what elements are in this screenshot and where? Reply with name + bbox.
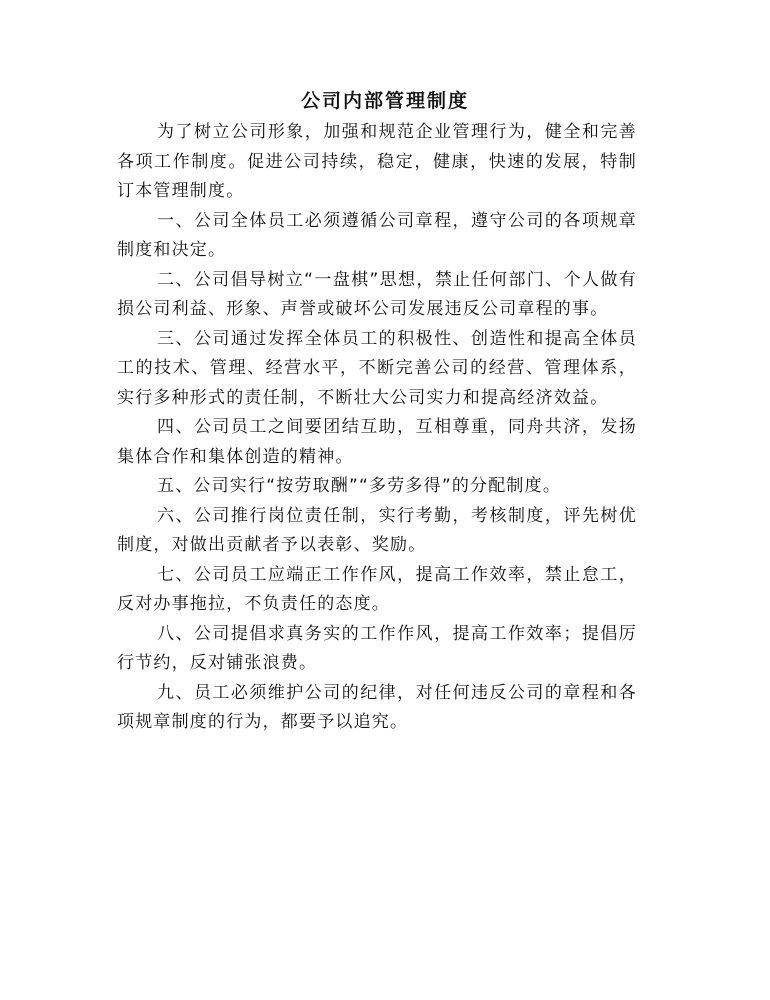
document-title: 公司内部管理制度: [300, 90, 469, 112]
paragraph-rule-1: 一、公司全体员工必须遵循公司章程，遵守公司的各项规章制度和决定。: [117, 210, 637, 260]
paragraph-rule-8: 八、公司提倡求真务实的工作作风，提高工作效率；提倡厉行节约，反对铺张浪费。: [117, 623, 637, 673]
paragraph-rule-2: 二、公司倡导树立“一盘棋”思想，禁止任何部门、个人做有损公司利益、形象、声誉或破坏公司发展违反公司章程的事。: [117, 269, 637, 319]
paragraph-rule-5: 五、公司实行“按劳取酬”“多劳多得”的分配制度。: [157, 476, 562, 496]
paragraph-rule-6: 六、公司推行岗位责任制，实行考勤，考核制度，评先树优制度，对做出贡献者予以表彰、奖励。: [117, 505, 637, 555]
paragraph-rule-7: 七、公司员工应端正工作作风，提高工作效率，禁止怠工，反对办事拖拉，不负责任的态度。: [117, 564, 637, 614]
paragraph-preamble: 为了树立公司形象，加强和规范企业管理行为，健全和完善各项工作制度。促进公司持续，稳定，健康，快速的发展，特制订本管理制度。: [117, 122, 637, 201]
paragraph-rule-3: 三、公司通过发挥全体员工的积极性、创造性和提高全体员工的技术、管理、经营水平，不断完善公司的经营、管理体系，实行多种形式的责任制，不断壮大公司实力和提高经济效益。: [117, 328, 637, 408]
paragraph-rule-9: 九、员工必须维护公司的纪律，对任何违反公司的章程和各项规章制度的行为，都要予以追究。: [117, 682, 637, 732]
document-body: [117, 118, 637, 738]
paragraph-rule-4: 四、公司员工之间要团结互助，互相尊重，同舟共济，发扬集体合作和集体创造的精神。: [117, 417, 637, 467]
